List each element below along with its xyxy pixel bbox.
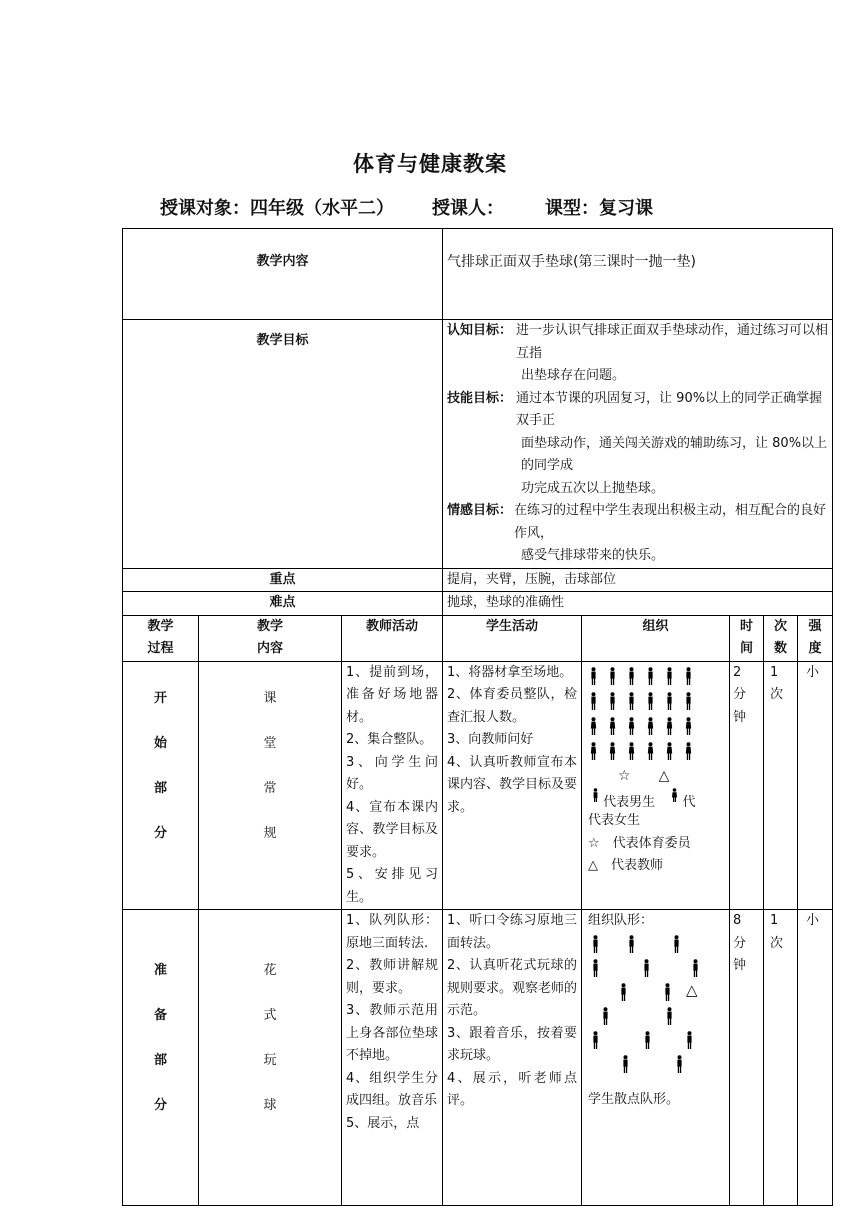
process-char: 始 — [153, 735, 167, 751]
student-icon — [602, 1007, 609, 1034]
time-part: 2 — [733, 664, 742, 680]
process-char: 分 — [153, 825, 167, 841]
opening-count — [764, 661, 798, 910]
opening-organization — [582, 661, 730, 910]
subtitle-type: 课型：复习课 — [545, 198, 653, 219]
teacher-triangle-icon: △ — [686, 980, 698, 999]
female-student-icon — [590, 717, 597, 735]
page-title: 体育与健康教案 — [353, 152, 507, 176]
content-value: 气排球正面双手垫球(第三课时一抛一垫) — [443, 229, 833, 320]
prep-teacher — [342, 910, 443, 1206]
difficulty-value: 抛球，垫球的准确性 — [443, 592, 833, 616]
teacher-step: 2、集合整队。 — [346, 732, 433, 747]
female-student-icon — [647, 717, 654, 735]
content-row — [123, 229, 833, 320]
student-icon — [686, 1031, 693, 1058]
process-char: 备 — [153, 1008, 167, 1023]
legend-female: 代表女生 — [588, 813, 641, 828]
student-icon — [592, 935, 599, 962]
formation-row — [582, 664, 729, 689]
process-char: 部 — [153, 1053, 167, 1068]
goal-skill-line: 功完成五次以上抛垫球。 — [521, 480, 665, 496]
female-student-icon — [628, 742, 635, 760]
subtitle-line — [160, 194, 653, 220]
header-organization: 组织 — [582, 615, 730, 661]
difficulty-label: 难点 — [123, 592, 443, 616]
teacher-step: 5、安排见习生。 — [346, 867, 439, 905]
content-char: 常 — [263, 780, 277, 796]
female-student-icon — [628, 717, 635, 735]
student-step: 2、认真听花式玩球的规则要求。观察老师的示范。 — [447, 958, 578, 1018]
process-char: 开 — [153, 690, 167, 706]
goal-label: 教学目标 — [123, 320, 443, 569]
teacher-step: 4、组织学生分成四组。放音乐 — [346, 1070, 439, 1108]
opening-intensity: 小 — [798, 661, 833, 910]
header-content — [199, 615, 342, 661]
prep-process — [123, 910, 199, 1206]
male-student-icon — [590, 667, 597, 685]
female-student-icon — [590, 742, 597, 760]
goal-skill — [447, 388, 828, 501]
key-label: 重点 — [123, 568, 443, 592]
lesson-plan-table — [122, 228, 833, 1206]
prep-count — [764, 910, 798, 1206]
student-step: 4、展示，听老师点评。 — [447, 1070, 578, 1108]
student-step: 1、将器材拿至场地。 — [447, 664, 573, 680]
teacher-step: 2、教师讲解规则，要求。 — [346, 958, 439, 996]
content-char: 球 — [263, 1098, 277, 1113]
org-note: 学生散点队形。 — [588, 1091, 680, 1107]
goal-cognitive — [447, 320, 828, 388]
header-count-line: 次 — [774, 618, 788, 634]
student-icon — [664, 983, 671, 1010]
key-row — [123, 568, 833, 592]
goal-skill-label: 技能目标： — [447, 390, 513, 406]
key-value: 提肩，夹臂，压腕，击球部位 — [443, 568, 833, 592]
header-row — [123, 615, 833, 661]
legend-dai: 代 — [682, 794, 696, 810]
count-part: 次 — [770, 935, 784, 951]
process-char: 部 — [153, 780, 167, 796]
formation-row — [582, 739, 729, 764]
subtitle-teacher: 授课人： — [432, 198, 504, 219]
process-char: 分 — [153, 1098, 167, 1113]
legend-male-female — [582, 788, 729, 811]
time-part: 钟 — [733, 958, 747, 973]
prep-time — [730, 910, 764, 1206]
student-icon — [620, 983, 627, 1010]
prep-content — [199, 910, 342, 1206]
subtitle-target: 授课对象：四年级（水平二） — [160, 198, 394, 219]
formation-row — [582, 714, 729, 739]
header-intensity-line: 度 — [808, 641, 822, 656]
header-process-line: 教学 — [147, 618, 174, 634]
header-intensity-line: 强 — [808, 618, 822, 634]
opening-time — [730, 661, 764, 910]
content-char: 规 — [263, 825, 277, 841]
female-student-icon — [609, 742, 616, 760]
formation-symbols: ☆ △ — [618, 767, 670, 784]
goal-skill-line: 通过本节课的巩固复习，让 90%以上的同学正确掌握双手正 — [516, 390, 823, 428]
female-student-icon — [685, 717, 692, 735]
header-count — [764, 615, 798, 661]
process-char: 准 — [153, 963, 167, 978]
opening-teacher — [342, 661, 443, 910]
goal-emotion-line: 在练习的过程中学生表现出积极主动，相互配合的良好作风， — [514, 503, 827, 541]
student-step: 1、听口令练习原地三面转法。 — [447, 913, 578, 951]
count-part: 次 — [770, 687, 784, 702]
goal-cell — [443, 320, 833, 569]
content-label: 教学内容 — [123, 229, 443, 320]
female-student-icon — [666, 742, 673, 760]
goal-cognitive-line: 进一步认识气排球正面双手垫球动作，通过练习可以相互指 — [516, 323, 829, 361]
female-student-icon — [685, 742, 692, 760]
header-count-line: 数 — [774, 641, 788, 656]
student-icon — [692, 959, 699, 986]
time-part: 8 — [733, 913, 742, 928]
opening-student — [443, 661, 582, 910]
teacher-step: 5、展示，点 — [346, 1115, 420, 1131]
scatter-formation — [588, 933, 723, 1083]
student-icon — [628, 935, 635, 962]
goal-emotion-line: 感受气排球带来的快乐。 — [521, 548, 665, 563]
opening-content — [199, 661, 342, 910]
count-part: 1 — [770, 664, 779, 680]
male-student-icon — [609, 692, 616, 710]
goal-row — [123, 320, 833, 569]
teacher-step: 1、提前到场，准备好场地器材。 — [346, 664, 439, 725]
male-student-icon — [647, 667, 654, 685]
male-student-icon — [666, 667, 673, 685]
prep-student — [443, 910, 582, 1206]
teacher-step: 3、向学生问好。 — [346, 754, 439, 792]
student-icon — [666, 1007, 673, 1034]
student-icon — [622, 1055, 629, 1082]
male-student-icon — [666, 692, 673, 710]
time-part: 分 — [733, 935, 747, 951]
prep-intensity: 小 — [798, 910, 833, 1206]
header-content-line: 内容 — [256, 641, 283, 656]
prep-organization — [582, 910, 730, 1206]
teacher-step: 3、教师示范用上身各部位垫球不掉地。 — [346, 1003, 439, 1063]
content-char: 堂 — [263, 735, 277, 751]
goal-cognitive-line: 出垫球存在问题。 — [521, 368, 626, 383]
goal-emotion-label: 情感目标： — [447, 503, 513, 518]
student-step: 2、体育委员整队，检查汇报人数。 — [447, 687, 578, 725]
student-icon — [673, 935, 680, 962]
header-content-line: 教学 — [256, 618, 283, 634]
opening-process — [123, 661, 199, 910]
teacher-step: 4、宣布本课内容、教学目标及要求。 — [346, 799, 439, 860]
student-icon — [643, 959, 650, 986]
male-icon — [592, 788, 599, 806]
student-step: 3、跟着音乐，按着要求玩球。 — [447, 1025, 578, 1063]
goal-emotion — [447, 500, 828, 568]
time-part: 钟 — [733, 709, 747, 725]
male-student-icon — [685, 667, 692, 685]
opening-row — [123, 661, 833, 910]
content-char: 花 — [263, 963, 277, 978]
student-icon — [676, 1055, 683, 1082]
header-intensity — [798, 615, 833, 661]
male-student-icon — [590, 692, 597, 710]
student-icon — [592, 959, 599, 986]
female-student-icon — [609, 717, 616, 735]
header-teacher: 教师活动 — [342, 615, 443, 661]
male-student-icon — [685, 692, 692, 710]
male-student-icon — [609, 667, 616, 685]
header-time-line: 时 — [740, 618, 754, 634]
formation-row — [582, 689, 729, 714]
legend-monitor: ☆ 代表体育委员 — [588, 835, 691, 851]
header-time — [730, 615, 764, 661]
male-student-icon — [628, 692, 635, 710]
male-student-icon — [647, 692, 654, 710]
content-char: 课 — [263, 690, 277, 706]
female-student-icon — [666, 717, 673, 735]
male-student-icon — [628, 667, 635, 685]
difficulty-row — [123, 592, 833, 616]
header-time-line: 间 — [740, 641, 754, 656]
content-char: 式 — [263, 1008, 277, 1023]
female-student-icon — [647, 742, 654, 760]
header-student: 学生活动 — [443, 615, 582, 661]
time-part: 分 — [733, 687, 747, 702]
header-process — [123, 615, 199, 661]
formation-grid — [582, 662, 729, 764]
goal-skill-line: 面垫球动作，通关闯关游戏的辅助练习，让 80%以上的同学成 — [521, 435, 828, 473]
legend-teacher: △ 代表教师 — [588, 858, 664, 873]
student-icon — [592, 1031, 599, 1058]
preparation-row — [123, 910, 833, 1206]
content-char: 玩 — [263, 1053, 277, 1068]
female-icon — [671, 788, 678, 806]
teacher-step: 1、队列队形：原地三面转法. — [346, 913, 439, 951]
header-process-line: 过程 — [147, 641, 174, 656]
legend-male: 代表男生 — [603, 794, 656, 810]
org-title: 组织队形： — [588, 913, 654, 928]
student-step: 4、认真听教师宣布本课内容、教学目标及要求。 — [447, 754, 578, 815]
student-icon — [644, 1031, 651, 1058]
count-part: 1 — [770, 913, 779, 928]
student-step: 3、向教师问好 — [447, 732, 534, 747]
goal-cognitive-label: 认知目标： — [447, 323, 513, 338]
